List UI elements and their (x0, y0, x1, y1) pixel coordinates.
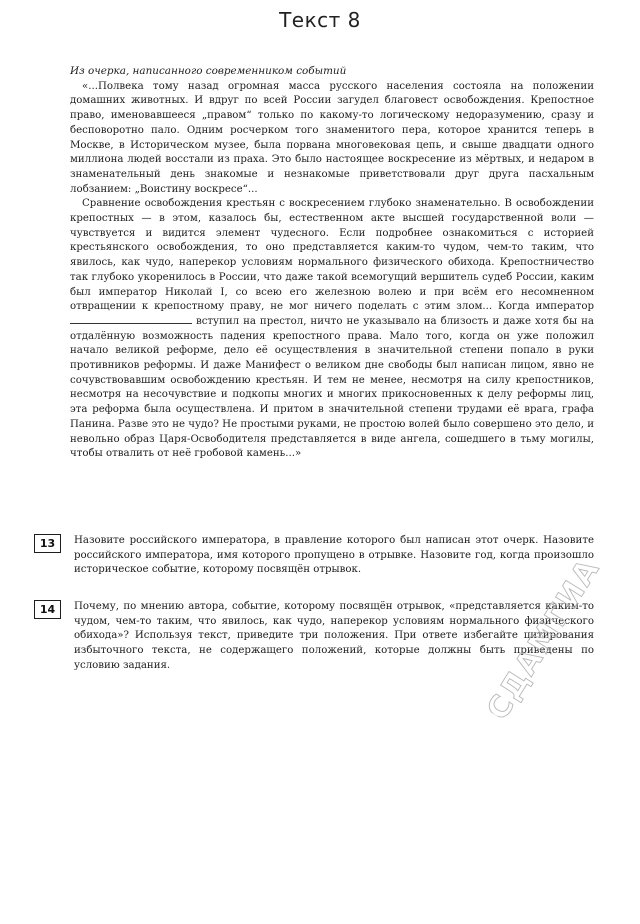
page-title: Текст 8 (279, 8, 361, 32)
source-text (70, 64, 594, 462)
task-number-13: 13 (34, 534, 61, 553)
task-text-14: Почему, по мнению автора, событие, которому посвящён отрывок, «представляется каким-то чудом, чем-то таким, что явилось, как чудо, наперекор условиям нормального физического обихода»? Используя текст, приведите три положения. При ответе избегайте цитирования избыточного текста, не содержащего положений, которые должны быть приведены по условию задания. (74, 601, 594, 671)
source-paragraph-1: «...Полвека тому назад огромная масса русского населения состояла на положении домашних животных. И вдруг по всей России загудел благовест освобождения. Крепостное право, именовавшееся „правом“ только по какому-то логическому недоразумению, сразу и бесповоротно пало. Одним росчерком того знаменитого пера, которое хранится теперь в Москве, в Историческом музее, была порвана многовековая цепь, и свыше двадцати одного миллиона людей восстали из праха. Это было настоящее воскресение из мёртвых, и недаром в знаменательный день знакомые и незнакомые приветствовали друг друга пасхальным лобзанием: „Воистину воскресе“... (70, 80, 594, 195)
watermark-text: СДАМГИА (480, 552, 608, 727)
task-number-14: 14 (34, 600, 61, 619)
source-paragraph-2-text: Сравнение освобождения крестьян с воскресением глубоко знаменательно. В освобождении крепостных — в этом, казалось бы, естественном акте высшей государственной воли — чувствуется и видится элемент чудесного. Если подробнее ознакомиться с историей крестьянского освобождения, то оно представляется каким-то чудом, чем-то таким, что явилось, как чудо, наперекор условиям нормального физического обихода. Крепостничество так глубоко укоренилось в России, что даже такой всемогущий вершитель судеб России, каким был император Николай I, со всею его железною волею и при всём его несомненном отвращении к крепостному праву, не мог ничего поделать с этим злом... Когда император (70, 198, 594, 313)
source-paragraph-2 (70, 197, 594, 462)
task-text-13: Назовите российского императора, в правление которого был написан этот очерк. Назовите российского императора, имя которого пропущено в отрывке. Назовите год, когда произошло историческое событие, которому посвящён отрывок. (74, 535, 594, 576)
source-paragraph-2-continuation: вступил на престол, ничто не указывало на близость и даже хотя бы на отдалённую возможность падения крепостного права. Мало того, когда он уже положил начало великой реформе, дело её осуществления в значительной степени попало в руки противников реформы. И даже Манифест о великом дне свободы был написан лицом, явно не сочувствовавшим освобождению крестьян. И тем не менее, несмотря на силу крепостников, несмотря на несочувствие и подкопы многих и многих прикосновенных к делу реформы лиц, эта реформа была осуществлена. И притом в значительной степени трудами её врага, графа Панина. Разве это не чудо? Не простыми руками, не простою волей было совершено это дело, и невольно образ Царя-Освободителя представляется в виде ангела, сошедшего в тьму могилы, чтобы отвалить от неё гробовой камень...» (70, 315, 594, 460)
answer-blank (70, 315, 192, 324)
source-subtitle: Из очерка, написанного современником событий (70, 65, 347, 77)
